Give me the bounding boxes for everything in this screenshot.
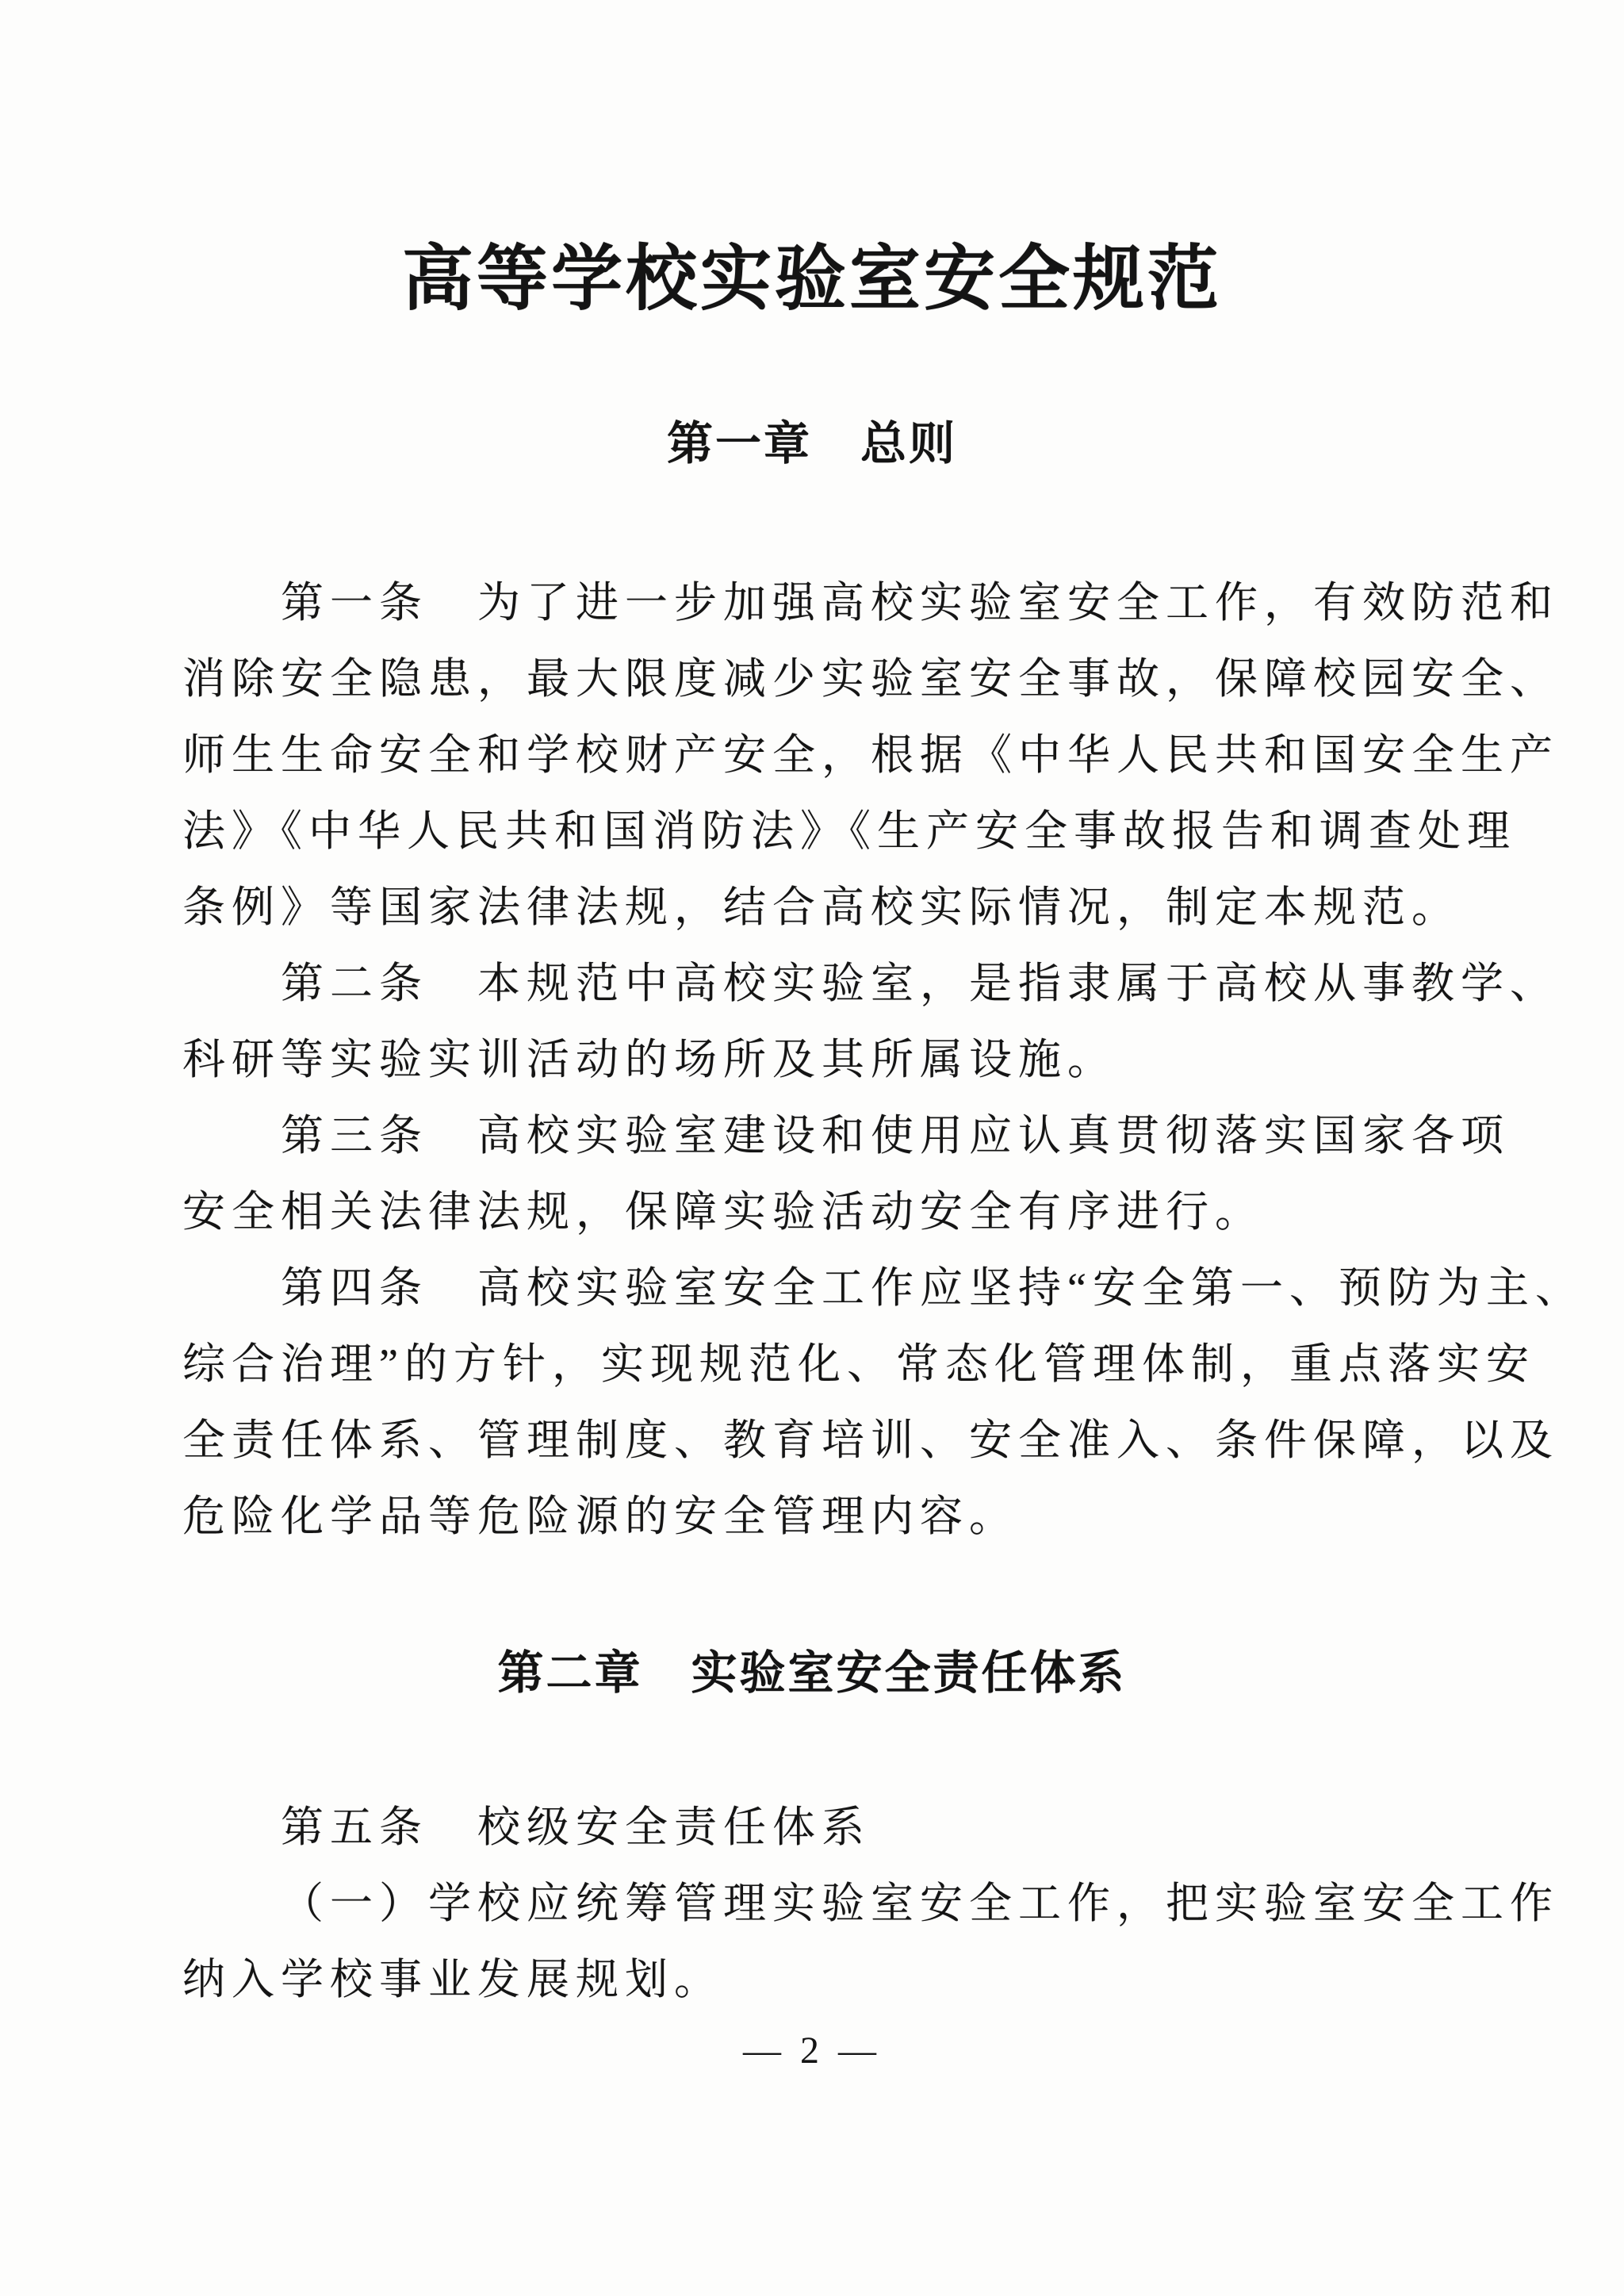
body-line: 第五条 校级安全责任体系	[281, 1803, 871, 1851]
body-line: 安全相关法律法规，保障实验活动安全有序进行。	[182, 1188, 1264, 1236]
body-line: 第一条 为了进一步加强高校实验室安全工作，有效防范和	[281, 579, 1559, 627]
chapter-2-heading: 第二章 实验室安全责任体系	[497, 1647, 1127, 1699]
body-line: 师生生命安全和学校财产安全，根据《中华人民共和国安全生产	[182, 731, 1559, 779]
chapter-1-body	[0, 565, 1624, 1554]
body-line: 法》《中华人民共和国消防法》《生产安全事故报告和调查处理	[182, 807, 1516, 855]
chapter-1-heading: 第一章 总则	[666, 418, 957, 470]
body-line: 科研等实验实训活动的场所及其所属设施。	[182, 1036, 1116, 1083]
body-line: 第二条 本规范中高校实验室，是指隶属于高校从事教学、	[281, 960, 1559, 1007]
body-line: 全责任体系、管理制度、教育培训、安全准入、条件保障，以及	[182, 1416, 1559, 1464]
chapter-2-body	[0, 1789, 1624, 2018]
body-line: 综合治理”的方针，实现规范化、常态化管理体制，重点落实安	[182, 1340, 1535, 1388]
body-line: 消除安全隐患，最大限度减少实验室安全事故，保障校园安全、	[182, 655, 1559, 703]
body-line: 第四条 高校实验室安全工作应坚持“安全第一、预防为主、	[281, 1264, 1584, 1312]
document-title: 高等学校实验室安全规范	[402, 240, 1222, 319]
body-line: 纳入学校事业发展规划。	[182, 1956, 723, 2003]
page-number: — 2 —	[743, 2030, 881, 2072]
body-line: （一）学校应统筹管理实验室安全工作，把实验室安全工作	[281, 1880, 1559, 1927]
body-line: 第三条 高校实验室建设和使用应认真贯彻落实国家各项	[281, 1112, 1510, 1159]
body-line: 条例》等国家法律法规，结合高校实际情况，制定本规范。	[182, 884, 1461, 931]
body-line: 危险化学品等危险源的安全管理内容。	[182, 1493, 1018, 1540]
